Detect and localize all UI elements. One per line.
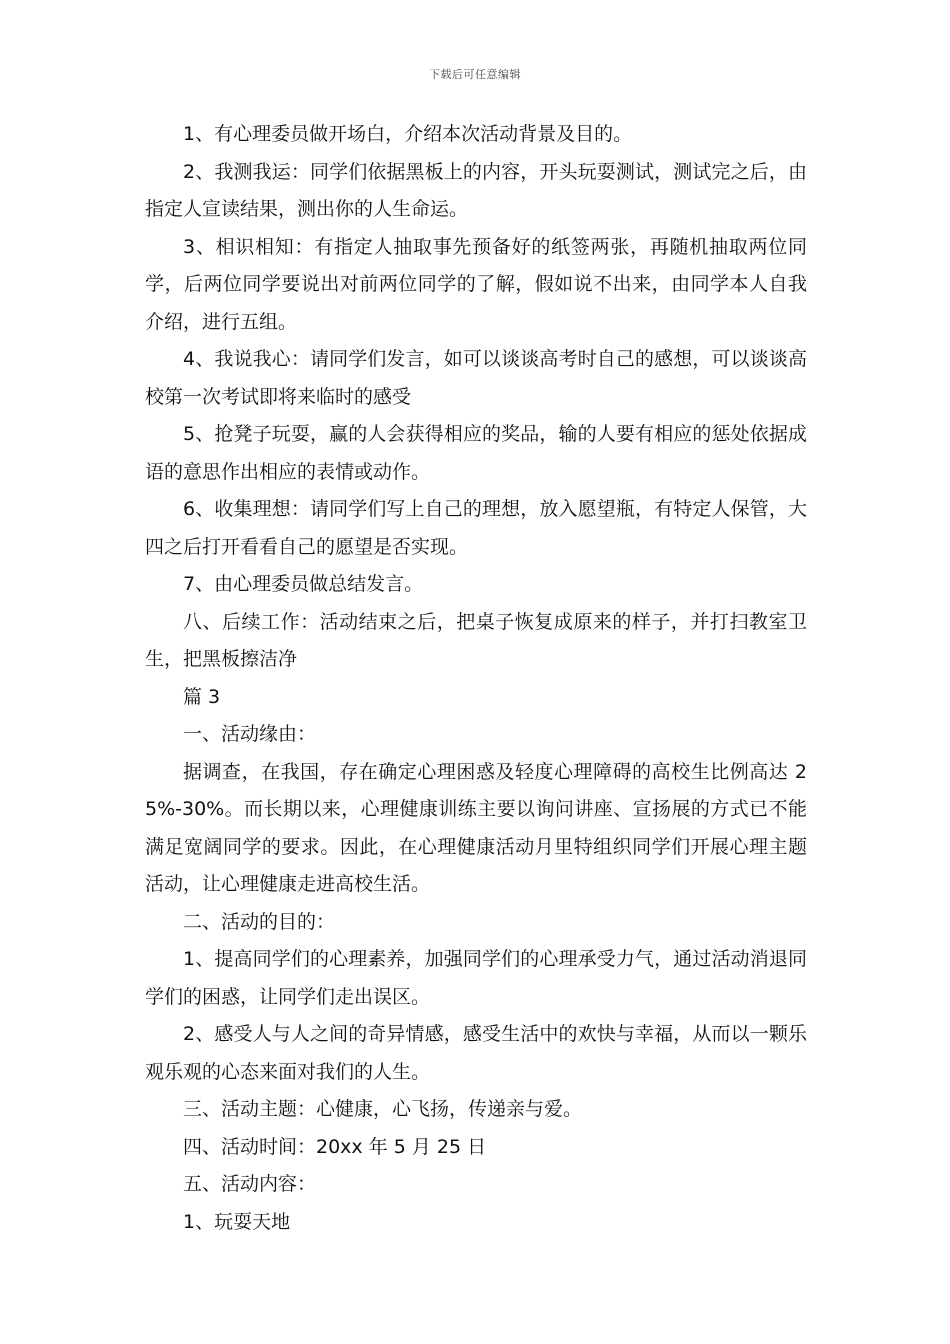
- paragraph-reason: 据调查，在我国，存在确定心理困惑及轻度心理障碍的高校生比例高达 25%-30%。而长期以来，心理健康训练主要以询问讲座、宣扬展的方式已不能满足宽阔同学的要求。因此，在心理健康活动月里特组织同学们开展心理主题活动，让心理健康走进高校生活。: [145, 760, 807, 895]
- paragraph-5: 5、抢凳子玩耍，赢的人会获得相应的奖品，输的人要有相应的惩处依据成语的意思作出相应的表情或动作。: [145, 423, 807, 483]
- paragraph-8: 八、后续工作：活动结束之后，把桌子恢复成原来的样子，并打扫教室卫生，把黑板擦洁净: [145, 610, 807, 670]
- section-title-pian3: 篇 3: [183, 685, 221, 708]
- heading-activity-reason: 一、活动缘由：: [183, 723, 317, 745]
- paragraph-3: 3、相识相知：有指定人抽取事先预备好的纸签两张，再随机抽取两位同学，后两位同学要说出对前两位同学的了解，假如说不出来，由同学本人自我介绍，进行五组。: [145, 235, 807, 333]
- paragraph-content-1: 1、玩耍天地: [183, 1210, 291, 1233]
- paragraph-1: 1、有心理委员做开场白，介绍本次活动背景及目的。: [183, 123, 633, 145]
- paragraph-purpose-2: 2、感受人与人之间的奇异情感，感受生活中的欢快与幸福，从而以一颗乐观乐观的心态来面对我们的人生。: [145, 1023, 807, 1083]
- paragraph-7: 7、由心理委员做总结发言。: [183, 573, 424, 595]
- heading-activity-content: 五、活动内容：: [183, 1173, 317, 1195]
- page-header: 下载后可任意编辑: [429, 68, 521, 81]
- paragraph-4: 4、我说我心：请同学们发言，如可以谈谈高考时自己的感想，可以谈谈高校第一次考试即将来临时的感受: [145, 348, 807, 408]
- heading-activity-theme: 三、活动主题：心健康，心飞扬，传递亲与爱。: [183, 1098, 583, 1120]
- heading-activity-time: 四、活动时间：20xx 年 5 月 25 日: [183, 1135, 487, 1158]
- document-body: [145, 116, 807, 1241]
- heading-activity-purpose: 二、活动的目的：: [183, 910, 336, 933]
- paragraph-purpose-1: 1、提高同学们的心理素养，加强同学们的心理承受力气，通过活动消退同学们的困惑，让同学们走出误区。: [145, 948, 807, 1008]
- paragraph-2: 2、我测我运：同学们依据黑板上的内容，开头玩耍测试，测试完之后，由指定人宣读结果，测出你的人生命运。: [145, 160, 807, 220]
- paragraph-6: 6、收集理想：请同学们写上自己的理想，放入愿望瓶，有特定人保管，大四之后打开看看自己的愿望是否实现。: [145, 498, 807, 558]
